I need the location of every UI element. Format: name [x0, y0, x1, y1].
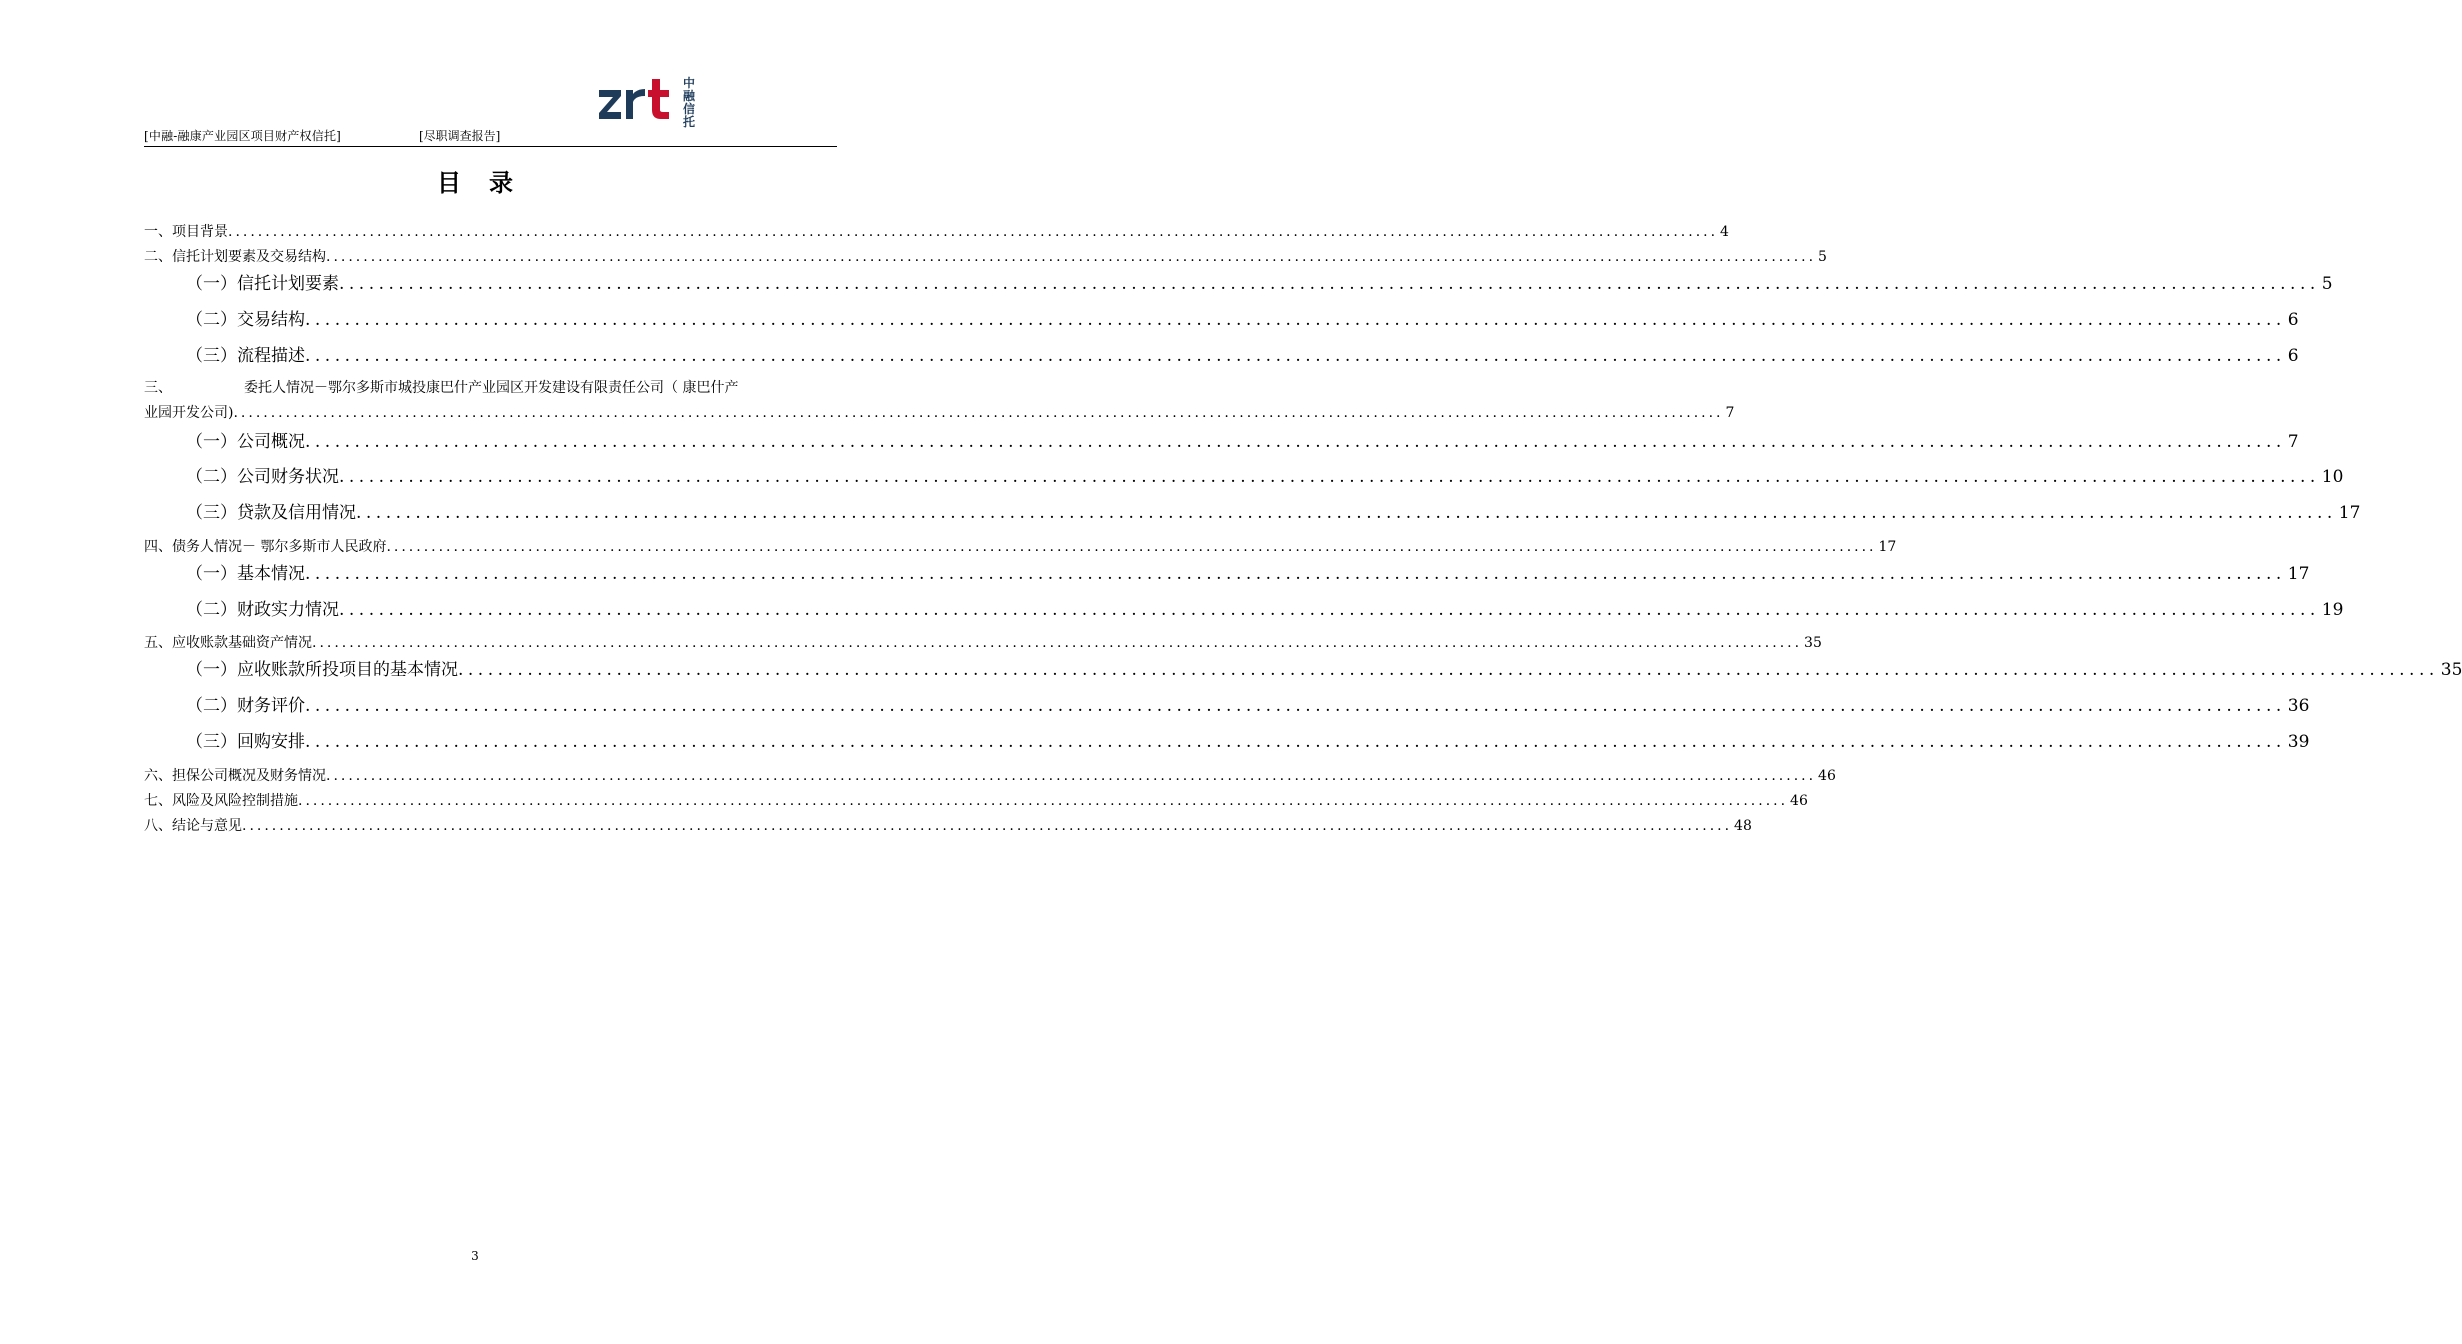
toc-leader-dots: ........................................................................................................................................................................................................ [305, 432, 2286, 452]
toc-leader-dots: ........................................................................................................................................................................................................ [242, 818, 1733, 834]
toc-leader-dots: ........................................................................................................................................................................................................ [312, 635, 1803, 651]
toc-subentry[interactable] [186, 691, 2310, 716]
toc-entry[interactable] [144, 402, 1735, 422]
toc-leader-dots: ........................................................................................................................................................................................................ [386, 539, 1877, 555]
toc-leader-dots: ........................................................................................................................................................................................................ [458, 660, 2439, 680]
toc-entry-label: （一）基本情况 [186, 564, 305, 584]
toc-entry-page: 35 [2440, 660, 2462, 680]
toc-entry-label: 结论与意见 [172, 818, 242, 834]
logo-char-3: 信 [683, 102, 696, 116]
header-project-title: [中融-融康产业园区项目财产权信托] [144, 129, 342, 143]
toc-leader-dots: ........................................................................................................................................................................................................ [233, 405, 1724, 421]
toc-entry-page: 5 [2321, 274, 2333, 294]
toc-entry[interactable] [144, 790, 1808, 810]
toc-subentry[interactable] [186, 559, 2310, 584]
toc-entry-label: 担保公司概况及财务情况 [172, 768, 326, 784]
logo-char-1: 中 [683, 76, 696, 90]
toc-title: 目录 [437, 168, 541, 197]
toc-entry-page: 4 [1720, 224, 1729, 240]
toc-entry[interactable] [144, 536, 1897, 556]
toc-leader-dots: ........................................................................................................................................................................................................ [305, 732, 2286, 752]
toc-subentry[interactable] [186, 595, 2344, 620]
toc-entry-label: （三）贷款及信用情况 [186, 503, 356, 523]
toc-entry-page: 35 [1804, 635, 1822, 651]
toc-entry-label: （三）流程描述 [186, 346, 305, 366]
toc-entry-page: 46 [1790, 793, 1808, 809]
toc-leader-dots: ........................................................................................................................................................................................................ [305, 310, 2286, 330]
toc-entry-page: 17 [2338, 503, 2361, 523]
toc-leader-dots: ........................................................................................................................................................................................................ [298, 793, 1789, 809]
toc-entry-number: 一、 [144, 224, 172, 240]
toc-entry-page: 17 [2287, 564, 2310, 584]
toc-entry-page: 39 [2287, 732, 2310, 752]
toc-entry-label: 委托人情况－鄂尔多斯市城投康巴什产业园区开发建设有限责任公司（ 康巴什产 [244, 380, 739, 396]
toc-entry-page: 6 [2287, 310, 2299, 330]
toc-entry-label: 风险及风险控制措施 [172, 793, 298, 809]
toc-entry-label: （一）应收账款所投项目的基本情况 [186, 660, 458, 680]
toc-entry-page: 7 [2287, 432, 2299, 452]
toc-entry-label: 信托计划要素及交易结构 [172, 249, 326, 265]
toc-entry-page: 6 [2287, 346, 2299, 366]
toc-subentry[interactable] [186, 727, 2310, 752]
toc-entry-page: 46 [1818, 768, 1836, 784]
logo-char-2: 融 [683, 89, 696, 103]
toc-leader-dots: ........................................................................................................................................................................................................ [356, 503, 2337, 523]
toc-subentry[interactable] [186, 269, 2333, 294]
toc-entry-number: 二、 [144, 249, 172, 265]
toc-entry-page: 48 [1734, 818, 1752, 834]
header-report-type: [尽职调查报告] [419, 129, 501, 143]
toc-entry-page: 17 [1878, 539, 1897, 555]
toc-entry[interactable] [144, 221, 1729, 241]
toc-entry-number: 六、 [144, 768, 172, 784]
toc-entry-label: （二）公司财务状况 [186, 467, 339, 487]
toc-entry-number: 四、 [144, 539, 172, 555]
toc-entry-label: （二）交易结构 [186, 310, 305, 330]
toc-entry-label: 项目背景 [172, 224, 228, 240]
toc-entry-page: 5 [1818, 249, 1827, 265]
toc-entry-number: 三、 [144, 380, 172, 396]
toc-entry-label: （一）信托计划要素 [186, 274, 339, 294]
toc-entry[interactable] [144, 246, 1827, 266]
toc-subentry[interactable] [186, 305, 2299, 330]
toc-leader-dots: ........................................................................................................................................................................................................ [228, 224, 1719, 240]
toc-entry[interactable] [144, 632, 1822, 652]
page-number: 3 [471, 1249, 479, 1263]
toc-entry-number: 五、 [144, 635, 172, 651]
toc-entry-label: （二）财政实力情况 [186, 600, 339, 620]
page-header [144, 74, 837, 147]
toc-entry-page: 19 [2321, 600, 2344, 620]
toc-subentry[interactable] [186, 341, 2299, 366]
toc-entry-label: （三）回购安排 [186, 732, 305, 752]
toc-subentry[interactable] [186, 427, 2299, 452]
toc-leader-dots: ........................................................................................................................................................................................................ [305, 696, 2286, 716]
toc-entry-page: 7 [1725, 405, 1735, 421]
toc-leader-dots: ........................................................................................................................................................................................................ [339, 600, 2320, 620]
toc-entry[interactable] [144, 815, 1752, 835]
toc-entry-first-line[interactable] [144, 377, 844, 397]
toc-leader-dots: ........................................................................................................................................................................................................ [339, 274, 2320, 294]
toc-subentry[interactable] [186, 655, 2462, 680]
toc-entry-label: （二）财务评价 [186, 696, 305, 716]
toc-entry[interactable] [144, 765, 1836, 785]
logo-char-4: 托 [683, 115, 696, 129]
toc-leader-dots: ........................................................................................................................................................................................................ [339, 467, 2320, 487]
toc-subentry[interactable] [186, 462, 2344, 487]
toc-leader-dots: ........................................................................................................................................................................................................ [326, 249, 1817, 265]
toc-entry-label: （一）公司概况 [186, 432, 305, 452]
toc-entry-page: 36 [2287, 696, 2310, 716]
toc-entry-label-continued: 业园开发公司) [144, 405, 234, 421]
toc-leader-dots: ........................................................................................................................................................................................................ [305, 346, 2286, 366]
toc-leader-dots: ........................................................................................................................................................................................................ [305, 564, 2286, 584]
toc-entry-number: 七、 [144, 793, 172, 809]
zrt-logo [599, 74, 699, 130]
toc-entry-label: 应收账款基础资产情况 [172, 635, 312, 651]
toc-leader-dots: ........................................................................................................................................................................................................ [326, 768, 1817, 784]
toc-entry-label: 债务人情况－ 鄂尔多斯市人民政府 [172, 539, 387, 555]
toc-subentry[interactable] [186, 498, 2361, 523]
toc-entry-page: 10 [2321, 467, 2344, 487]
toc-entry-number: 八、 [144, 818, 172, 834]
